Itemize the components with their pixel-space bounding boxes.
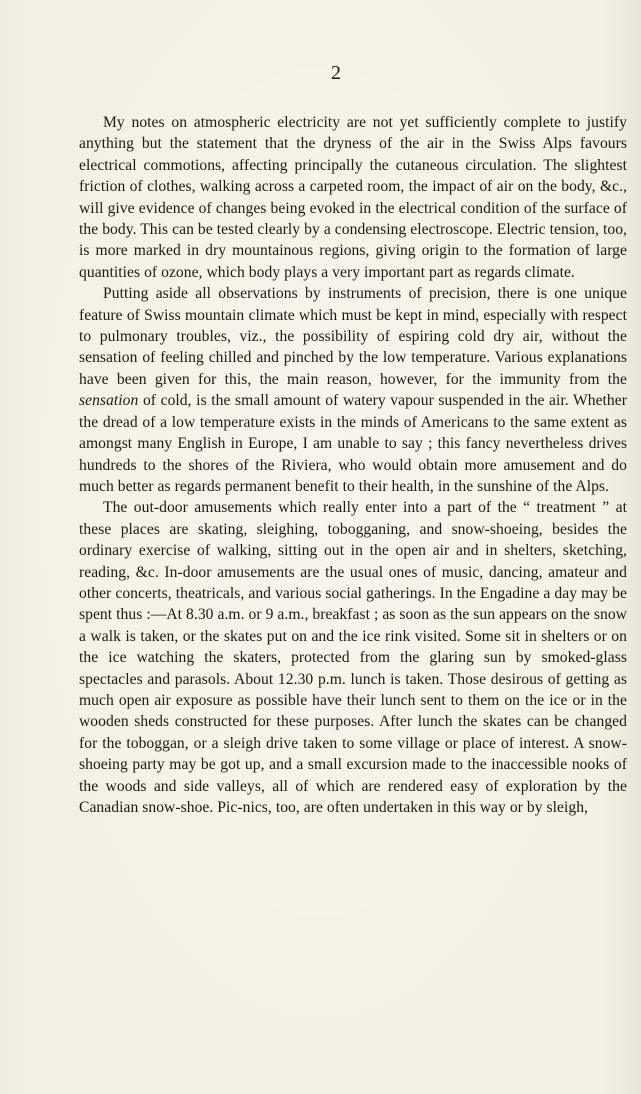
paragraph-climate [79,283,627,497]
paragraph-electricity: My notes on atmospheric electricity are not yet sufficiently complete to justify anything but the statement that the dryness of the air in the Swiss Alps favours electrical commotions, affecting principally the cutaneous circulation. The slightest friction of clothes, walking across a carpeted room, the impact of air on the body, &c., will give evidence of changes being evoked in the electrical condition of the surface of the body. This can be tested clearly by a condensing electroscope. Electric tension, too, is more marked in dry mountainous regions, giving origin to the formation of large quantities of ozone, which body plays a very important part as regards climate. [79,114,627,281]
body-text [79,112,627,818]
paragraph-climate-start: Putting aside all observations by instruments of precision, there is one unique feature of Swiss mountain climate which must be kept in mind, especially with respect to pulmonary troubles, viz., the possibility of espiring cold dry air, without the sensation of feeling chilled and pinched by the low temperature. Various explanations have been given for this, the main reason, however, for the immunity from the [79,285,627,388]
paragraph-climate-end: of cold, is the small amount of watery vapour suspended in the air. Whether the dread of a low temperature exists in the minds of Americans to the same extent as amongst many English in Europe, I am unable to say ; this fancy nevertheless drives hundreds to the shores of the Riviera, who would obtain more amusement and do much better as regards permanent benefit to their health, in the sunshine of the Alps. [79,392,627,495]
paragraph-climate-emphasis: sensation [79,392,139,410]
paragraph-amusements: The out-door amusements which really enter into a part of the “ treatment ” at these places are skating, sleighing, tobogganing, and snow-shoeing, besides the ordinary exercise of walking, sitting out in the open air and in shelters, sketching, reading, &c. In-door amusements are the usual ones of music, dancing, amateur and other concerts, theatricals, and various social gatherings. In the Engadine a day may be spent thus :—At 8.30 a.m. or 9 a.m., breakfast ; as soon as the sun appears on the snow a walk is taken, or the skates put on and the ice rink visited. Some sit in shelters or on the ice watching the skaters, protected from the glaring sun by smoked-glass spectacles and parasols. About 12.30 p.m. lunch is taken. Those desirous of getting as much open air exposure as possible have their lunch sent to them on the ice or in the wooden sheds constructed for these purposes. After lunch the skates can be changed for the toboggan, or a sleigh drive taken to some village or place of interest. A snow-shoeing party may be got up, and a small excursion made to the inaccessible nooks of the woods and side valleys, all of which are rendered easy of exploration by the Canadian snow-shoe. Pic-nics, too, are often undertaken in this way or by sleigh, [79,499,627,816]
page-number-text: 2 [331,62,341,84]
